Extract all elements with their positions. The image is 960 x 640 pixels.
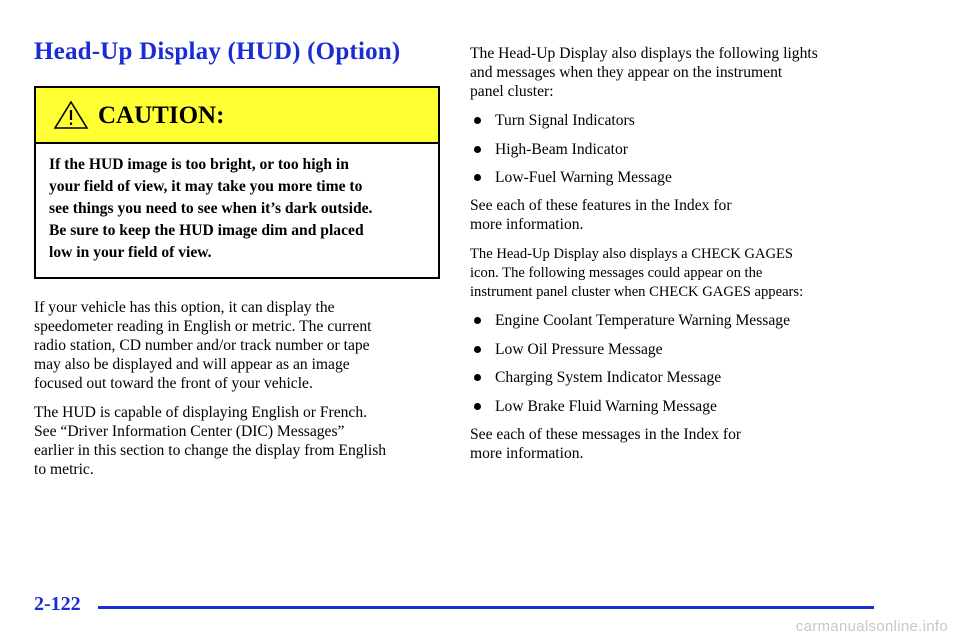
text-line: and messages when they appear on the instrument: [470, 64, 783, 81]
caution-header: [36, 88, 438, 144]
warning-triangle-icon: [53, 100, 89, 130]
text-line: icon. The following messages could appear on the: [470, 265, 763, 281]
list-item: [468, 111, 672, 140]
lights-intro-paragraph: [470, 44, 818, 101]
list-item: [468, 340, 790, 369]
bullet-icon: [474, 174, 481, 181]
text-line: The Head-Up Display also displays a CHECK GAGES: [470, 246, 794, 262]
list-item-label: High-Beam Indicator: [495, 140, 628, 158]
text-line: to metric.: [34, 461, 94, 478]
text-line: more information.: [470, 216, 584, 233]
text-line: may also be displayed and will appear as an image: [34, 356, 350, 373]
caution-text: [36, 144, 438, 264]
text-line: panel cluster:: [470, 83, 554, 100]
text-line: more information.: [470, 445, 584, 462]
check-gages-paragraph: [470, 245, 803, 302]
bullet-icon: [474, 346, 481, 353]
messages-bullet-list: [468, 311, 790, 425]
list-item: [468, 168, 672, 197]
bullet-icon: [474, 317, 481, 324]
text-line: The HUD is capable of displaying English or French.: [34, 404, 368, 421]
text-line: See each of these messages in the Index for: [470, 426, 742, 443]
list-item: [468, 397, 790, 426]
caution-line: Be sure to keep the HUD image dim and placed: [49, 222, 364, 239]
bullet-icon: [474, 403, 481, 410]
list-item-label: Low Brake Fluid Warning Message: [495, 397, 717, 415]
list-item-label: Turn Signal Indicators: [495, 112, 635, 129]
hud-option-paragraph: [34, 298, 371, 393]
list-item: [468, 311, 790, 340]
page-number: 2-122: [34, 593, 81, 615]
caution-label: CAUTION:: [98, 102, 225, 129]
see-index-paragraph: [470, 196, 732, 234]
hud-language-paragraph: [34, 403, 386, 479]
list-item-label: Charging System Indicator Message: [495, 369, 722, 386]
text-line: See each of these features in the Index for: [470, 197, 732, 214]
text-line: speedometer reading in English or metric. The current: [34, 318, 372, 335]
bullet-icon: [474, 146, 481, 153]
text-line: instrument panel cluster when CHECK GAGES appears:: [470, 284, 804, 300]
text-line: earlier in this section to change the display from English: [34, 442, 387, 459]
bullet-icon: [474, 117, 481, 124]
caution-box: [34, 86, 440, 279]
list-item-label: Engine Coolant Temperature Warning Message: [495, 312, 791, 329]
footer-divider: [98, 606, 874, 609]
page-title: Head-Up Display (HUD) (Option): [34, 38, 401, 65]
bullet-icon: [474, 374, 481, 381]
caution-line: your field of view, it may take you more time to: [49, 178, 363, 195]
see-index-paragraph: [470, 425, 741, 463]
text-line: radio station, CD number and/or track number or tape: [34, 337, 370, 354]
text-line: See “Driver Information Center (DIC) Messages”: [34, 423, 345, 440]
text-line: If your vehicle has this option, it can display the: [34, 299, 335, 316]
text-line: focused out toward the front of your vehicle.: [34, 375, 313, 392]
list-item-label: Low-Fuel Warning Message: [495, 169, 672, 186]
text-line: The Head-Up Display also displays the following lights: [470, 45, 818, 62]
caution-line: low in your field of view.: [49, 244, 212, 261]
caution-line: If the HUD image is too bright, or too high in: [49, 156, 349, 173]
site-watermark: carmanualsonline.info: [795, 618, 948, 635]
lights-bullet-list: [468, 111, 672, 197]
caution-line: see things you need to see when it’s dark outside.: [49, 200, 373, 217]
list-item: [468, 140, 672, 169]
list-item-label: Low Oil Pressure Message: [495, 340, 663, 358]
list-item: [468, 368, 790, 397]
